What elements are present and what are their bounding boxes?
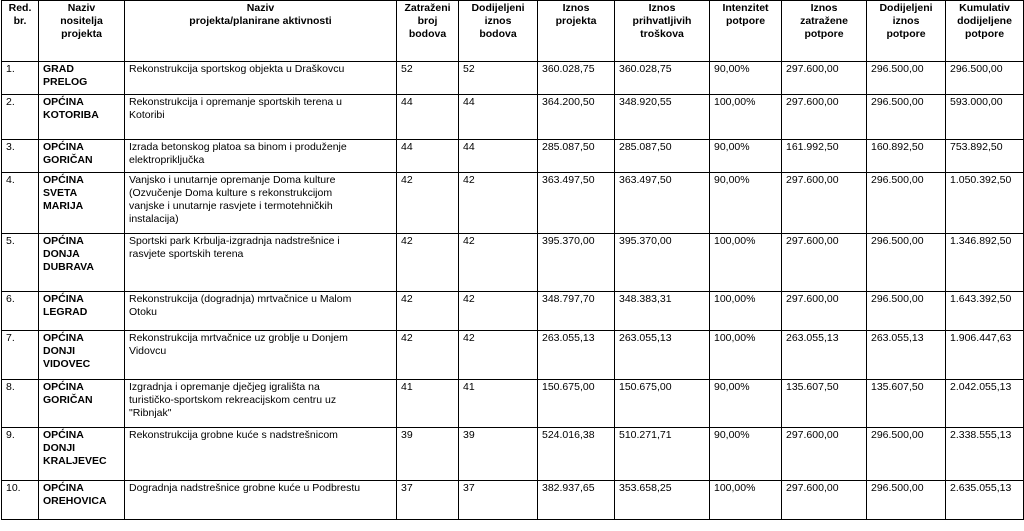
header-eligible-costs: Iznos prihvatljivih troškova	[615, 1, 710, 62]
requested-points: 41	[397, 380, 459, 428]
holder-name: OPĆINA GORIČAN	[39, 380, 125, 428]
header-holder: Naziv nositelja projekta	[39, 1, 125, 62]
table-row	[2, 331, 1024, 380]
awarded-points: 39	[459, 428, 538, 481]
table-row	[2, 234, 1024, 292]
header-awarded-points: Dodijeljeni iznos bodova	[459, 1, 538, 62]
project-name: Rekonstrukcija (dogradnja) mrtvačnice u Malom Otoku	[125, 292, 397, 331]
support-intensity: 90,00%	[710, 140, 782, 173]
requested-points: 42	[397, 234, 459, 292]
awarded-support: 296.500,00	[867, 428, 946, 481]
project-amount: 360.028,75	[538, 62, 615, 95]
holder-name: GRAD PRELOG	[39, 62, 125, 95]
holder-name: OPĆINA DONJI VIDOVEC	[39, 331, 125, 380]
requested-points: 37	[397, 481, 459, 520]
awarded-support: 135.607,50	[867, 380, 946, 428]
project-amount: 348.797,70	[538, 292, 615, 331]
eligible-costs: 263.055,13	[615, 331, 710, 380]
project-name: Vanjsko i unutarnje opremanje Doma kulture (Ozvučenje Doma kulture s rekonstrukcijom vanjske i unutarnje rasvjete i termotehničkih instalacija)	[125, 173, 397, 234]
cumulative-support: 1.643.392,50	[946, 292, 1024, 331]
row-number: 10.	[2, 481, 39, 520]
row-number: 9.	[2, 428, 39, 481]
header-intensity: Intenzitet potpore	[710, 1, 782, 62]
cumulative-support: 593.000,00	[946, 95, 1024, 140]
requested-support: 297.600,00	[782, 234, 867, 292]
awarded-support: 296.500,00	[867, 62, 946, 95]
awarded-support: 296.500,00	[867, 234, 946, 292]
cumulative-support: 753.892,50	[946, 140, 1024, 173]
awarded-points: 42	[459, 292, 538, 331]
project-name: Rekonstrukcija sportskog objekta u Draškovcu	[125, 62, 397, 95]
awarded-points: 44	[459, 140, 538, 173]
project-amount: 382.937,65	[538, 481, 615, 520]
projects-table	[1, 0, 1024, 520]
table-row	[2, 481, 1024, 520]
project-amount: 285.087,50	[538, 140, 615, 173]
requested-points: 44	[397, 140, 459, 173]
project-name: Rekonstrukcija mrtvačnice uz groblje u Donjem Vidovcu	[125, 331, 397, 380]
support-intensity: 100,00%	[710, 95, 782, 140]
header-awarded-support: Dodijeljeni iznos potpore	[867, 1, 946, 62]
requested-points: 42	[397, 173, 459, 234]
row-number: 6.	[2, 292, 39, 331]
row-number: 8.	[2, 380, 39, 428]
table-row	[2, 292, 1024, 331]
project-name: Izrada betonskog platoa sa binom i produženje elektropriključka	[125, 140, 397, 173]
table-row	[2, 173, 1024, 234]
awarded-points: 42	[459, 173, 538, 234]
project-name: Rekonstrukcija grobne kuće s nadstrešnicom	[125, 428, 397, 481]
requested-support: 297.600,00	[782, 428, 867, 481]
awarded-points: 52	[459, 62, 538, 95]
cumulative-support: 1.050.392,50	[946, 173, 1024, 234]
eligible-costs: 348.383,31	[615, 292, 710, 331]
holder-name: OPĆINA KOTORIBA	[39, 95, 125, 140]
requested-points: 39	[397, 428, 459, 481]
holder-name: OPĆINA DONJA DUBRAVA	[39, 234, 125, 292]
awarded-support: 160.892,50	[867, 140, 946, 173]
requested-support: 297.600,00	[782, 62, 867, 95]
project-amount: 263.055,13	[538, 331, 615, 380]
support-intensity: 100,00%	[710, 234, 782, 292]
row-number: 2.	[2, 95, 39, 140]
row-number: 1.	[2, 62, 39, 95]
requested-support: 297.600,00	[782, 173, 867, 234]
requested-support: 161.992,50	[782, 140, 867, 173]
holder-name: OPĆINA SVETA MARIJA	[39, 173, 125, 234]
table-row	[2, 62, 1024, 95]
support-intensity: 100,00%	[710, 292, 782, 331]
cumulative-support: 2.338.555,13	[946, 428, 1024, 481]
support-intensity: 90,00%	[710, 173, 782, 234]
requested-support: 297.600,00	[782, 481, 867, 520]
requested-points: 42	[397, 331, 459, 380]
row-number: 5.	[2, 234, 39, 292]
eligible-costs: 150.675,00	[615, 380, 710, 428]
row-number: 7.	[2, 331, 39, 380]
table-row	[2, 95, 1024, 140]
requested-points: 44	[397, 95, 459, 140]
eligible-costs: 285.087,50	[615, 140, 710, 173]
awarded-points: 37	[459, 481, 538, 520]
row-number: 3.	[2, 140, 39, 173]
support-intensity: 100,00%	[710, 481, 782, 520]
support-intensity: 90,00%	[710, 380, 782, 428]
cumulative-support: 1.346.892,50	[946, 234, 1024, 292]
cumulative-support: 296.500,00	[946, 62, 1024, 95]
header-row	[2, 1, 1024, 62]
project-amount: 364.200,50	[538, 95, 615, 140]
cumulative-support: 1.906.447,63	[946, 331, 1024, 380]
header-requested-support: Iznos zatražene potpore	[782, 1, 867, 62]
header-red-br: Red. br.	[2, 1, 39, 62]
requested-support: 297.600,00	[782, 292, 867, 331]
awarded-points: 44	[459, 95, 538, 140]
project-amount: 524.016,38	[538, 428, 615, 481]
holder-name: OPĆINA DONJI KRALJEVEC	[39, 428, 125, 481]
awarded-support: 296.500,00	[867, 95, 946, 140]
project-amount: 363.497,50	[538, 173, 615, 234]
table-row	[2, 140, 1024, 173]
requested-support: 263.055,13	[782, 331, 867, 380]
support-intensity: 90,00%	[710, 428, 782, 481]
eligible-costs: 348.920,55	[615, 95, 710, 140]
awarded-support: 296.500,00	[867, 292, 946, 331]
header-cumulative: Kumulativ dodijeljene potpore	[946, 1, 1024, 62]
requested-support: 135.607,50	[782, 380, 867, 428]
awarded-support: 296.500,00	[867, 173, 946, 234]
project-name: Dogradnja nadstrešnice grobne kuće u Podbrestu	[125, 481, 397, 520]
awarded-points: 41	[459, 380, 538, 428]
eligible-costs: 395.370,00	[615, 234, 710, 292]
project-name: Rekonstrukcija i opremanje sportskih terena u Kotoribi	[125, 95, 397, 140]
awarded-support: 296.500,00	[867, 481, 946, 520]
eligible-costs: 510.271,71	[615, 428, 710, 481]
awarded-points: 42	[459, 234, 538, 292]
eligible-costs: 360.028,75	[615, 62, 710, 95]
holder-name: OPĆINA GORIČAN	[39, 140, 125, 173]
requested-points: 42	[397, 292, 459, 331]
project-amount: 395.370,00	[538, 234, 615, 292]
support-intensity: 90,00%	[710, 62, 782, 95]
holder-name: OPĆINA OREHOVICA	[39, 481, 125, 520]
support-intensity: 100,00%	[710, 331, 782, 380]
eligible-costs: 363.497,50	[615, 173, 710, 234]
header-requested-points: Zatraženi broj bodova	[397, 1, 459, 62]
project-name: Izgradnja i opremanje dječjeg igrališta na turističko-sportskom rekreacijskom centru uz "Ribnjak"	[125, 380, 397, 428]
project-amount: 150.675,00	[538, 380, 615, 428]
header-project: Naziv projekta/planirane aktivnosti	[125, 1, 397, 62]
row-number: 4.	[2, 173, 39, 234]
table-row	[2, 380, 1024, 428]
awarded-support: 263.055,13	[867, 331, 946, 380]
requested-support: 297.600,00	[782, 95, 867, 140]
cumulative-support: 2.042.055,13	[946, 380, 1024, 428]
table-row	[2, 428, 1024, 481]
requested-points: 52	[397, 62, 459, 95]
holder-name: OPĆINA LEGRAD	[39, 292, 125, 331]
eligible-costs: 353.658,25	[615, 481, 710, 520]
project-name: Sportski park Krbulja-izgradnja nadstrešnice i rasvjete sportskih terena	[125, 234, 397, 292]
cumulative-support: 2.635.055,13	[946, 481, 1024, 520]
header-project-amount: Iznos projekta	[538, 1, 615, 62]
awarded-points: 42	[459, 331, 538, 380]
